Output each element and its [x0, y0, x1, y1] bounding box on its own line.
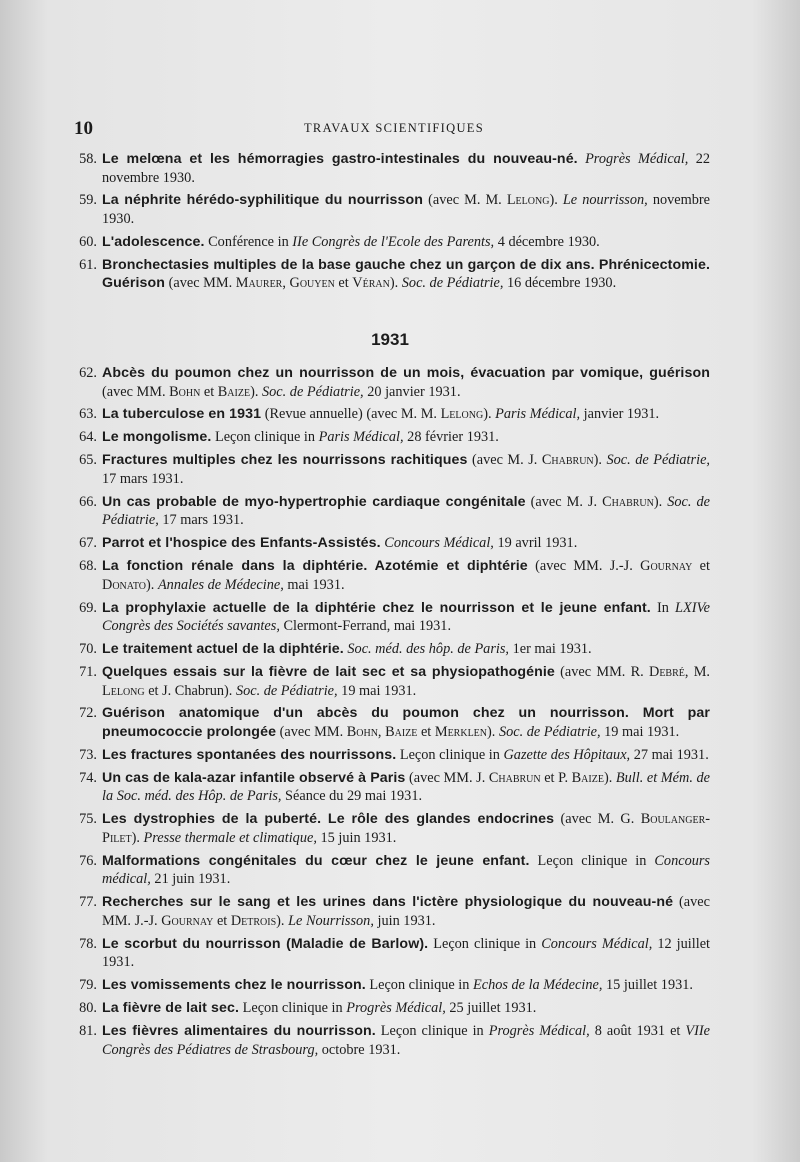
entry-author: Detrois	[230, 912, 277, 929]
page-header	[74, 118, 714, 142]
entry-number: 63.	[79, 406, 97, 423]
entry-title: Les dystrophies de la puberté. Le rôle des glandes endocrines	[102, 811, 555, 828]
entry-source: VIIe Congrès des Pédiatres de Strasbourg,	[102, 1023, 711, 1058]
entry-number: 79.	[79, 977, 97, 994]
entry-text: ).	[146, 576, 158, 593]
entry-date: 8 août 1931 et	[589, 1023, 686, 1040]
entry-title: Recherches sur le sang et les urines dans l'ictère physiologique du nouveau-né	[102, 894, 674, 911]
entry-date: 19 avril 1931.	[493, 535, 578, 552]
entry-title: La fonction rénale dans la diphtérie. Azotémie et diphtérie	[102, 558, 528, 575]
entry-title: La fièvre de lait sec.	[102, 1000, 240, 1017]
entry-date: 28 février 1931.	[403, 429, 499, 446]
entry-text: (avec MM. J.	[405, 769, 489, 786]
list-item	[70, 405, 710, 424]
entry-text: Leçon clinique in	[375, 1023, 489, 1040]
entry-source: Paris Médical,	[495, 406, 581, 423]
entry-date: 25 juillet 1931.	[445, 1000, 537, 1017]
entry-date: Clermont-Ferrand, mai 1931.	[279, 618, 452, 635]
entry-number: 76.	[79, 852, 97, 869]
entry-number: 65.	[79, 452, 97, 469]
entry-text: (avec M. J.	[525, 493, 603, 510]
entry-number: 77.	[79, 894, 97, 911]
list-item	[70, 935, 710, 972]
entry-text: (avec MM.	[276, 724, 347, 741]
entry-source: Soc. de Pédiatrie,	[606, 452, 710, 469]
list-item	[70, 557, 710, 594]
entry-title: Un cas probable de myo-hypertrophie cardiaque congénitale	[102, 493, 526, 510]
entry-text: (avec M. M.	[423, 192, 507, 209]
entry-title: Fractures multiples chez les nourrissons rachitiques	[102, 452, 468, 469]
entry-number: 74.	[79, 769, 97, 786]
entry-date: 27 mai 1931.	[630, 746, 709, 763]
entry-number: 58.	[79, 151, 97, 167]
entry-date: 15 juin 1931.	[316, 829, 397, 846]
list-item	[70, 364, 710, 401]
entry-number: 69.	[79, 599, 97, 616]
entry-number: 80.	[79, 1000, 97, 1017]
entry-date: 15 juillet 1931.	[602, 977, 693, 994]
entry-number: 61.	[79, 256, 97, 273]
entry-author: Bohn	[169, 383, 201, 400]
list-item	[70, 150, 710, 187]
entry-text: Leçon clinique in	[365, 977, 473, 994]
entry-text: (avec MM. J.-J.	[527, 558, 641, 575]
entry-number: 71.	[79, 663, 97, 680]
entry-author: Maurer, Gouyen	[235, 275, 335, 292]
list-item	[70, 746, 710, 765]
entry-text: et	[213, 912, 231, 929]
entry-date: janvier 1931.	[580, 406, 660, 423]
entry-text: , M.	[684, 663, 711, 680]
entry-text: (avec MM. R.	[554, 663, 649, 680]
entry-title: Malformations congénitales du cœur chez le jeune enfant.	[102, 852, 530, 869]
entry-text: (avec M. J.	[467, 452, 542, 469]
entry-title: Les fractures spontanées des nourrissons.	[102, 746, 397, 763]
entry-number: 81.	[79, 1023, 97, 1040]
entry-date: 17 mars 1931.	[158, 512, 244, 529]
entry-date: novembre 1930.	[102, 192, 710, 228]
list-item	[70, 976, 710, 995]
entry-source: Le nourrisson,	[562, 192, 648, 209]
entry-text: Leçon clinique in	[239, 1000, 347, 1017]
entry-number: 70.	[79, 641, 97, 658]
entry-source: Echos de la Médecine,	[473, 977, 603, 994]
entry-source: IIe Congrès de l'Ecole des Parents,	[292, 233, 495, 250]
entry-source: Soc. de Pédiatrie,	[498, 724, 601, 741]
entry-title: La prophylaxie actuelle de la diphtérie chez le nourrisson et le jeune enfant.	[102, 599, 651, 616]
entry-text: et	[692, 558, 710, 575]
entry-text: ).	[389, 275, 402, 292]
entry-author: Lelong	[440, 406, 484, 423]
entry-author: Boulanger-Pilet	[102, 811, 710, 846]
entry-text: (avec MM. J.-J.	[102, 894, 710, 929]
entry-text: et	[334, 275, 353, 292]
entry-author: Donato	[102, 576, 147, 593]
entry-text: (avec MM.	[102, 383, 170, 400]
list-item	[70, 256, 710, 293]
entry-text: Leçon clinique in	[211, 429, 319, 446]
entry-title: L'adolescence.	[102, 233, 205, 250]
entry-text: ).	[603, 769, 616, 786]
entry-source: Progrès Médical,	[488, 1023, 590, 1040]
entry-title: Abcès du poumon chez un nourrisson de un mois, évacuation par vomique, guérison	[102, 365, 710, 381]
entry-text: ).	[483, 406, 496, 423]
entry-number: 78.	[79, 935, 97, 952]
entry-source: Progrès Médical,	[585, 151, 689, 167]
entry-source: Presse thermale et climatique,	[143, 829, 317, 846]
entry-text: et	[200, 383, 218, 400]
entry-title: Les fièvres alimentaires du nourrisson.	[102, 1023, 376, 1040]
entry-date: octobre 1931.	[318, 1041, 401, 1058]
list-item	[70, 999, 710, 1018]
entry-author: Véran	[352, 275, 390, 292]
list-item	[70, 191, 710, 228]
entry-text: Leçon clinique in	[396, 746, 504, 763]
entry-title: La néphrite hérédo-syphilitique du nourrisson	[102, 192, 424, 209]
entry-text: (Revue annuelle) (avec M. M.	[261, 406, 441, 423]
entry-source: Soc. de Pédiatrie,	[262, 383, 364, 400]
entry-number: 64.	[79, 429, 97, 446]
entry-source: Progrès Médical,	[346, 1000, 446, 1017]
year-heading: 1931	[371, 330, 409, 349]
entry-author: Gournay	[161, 912, 214, 929]
entry-date: 16 décembre 1930.	[503, 275, 617, 292]
entry-author: Baize	[571, 769, 604, 786]
entry-source: Le Nourrisson,	[288, 912, 374, 929]
entry-author: Lelong	[506, 192, 550, 209]
entry-source: Concours médical,	[102, 852, 710, 888]
list-item	[70, 1022, 710, 1059]
entry-author: Chabrun	[488, 769, 541, 786]
entry-text: Leçon clinique in	[529, 852, 655, 869]
entry-author: Bohn, Baize	[346, 724, 418, 741]
entry-source: Bull. et Mém. de la Soc. méd. des Hôp. de Paris,	[102, 769, 710, 805]
entry-source: Concours Médical,	[541, 935, 653, 952]
entry-source: Paris Médical,	[318, 429, 404, 446]
entry-number: 73.	[79, 746, 97, 763]
entry-author: Gournay	[640, 558, 693, 575]
list-item	[70, 428, 710, 447]
list-item	[70, 534, 710, 553]
entry-text: Conférence in	[204, 233, 293, 250]
entry-author: Merklen	[434, 724, 488, 741]
entry-text: ).	[131, 829, 144, 846]
list-item	[70, 893, 710, 930]
entry-author: Debré	[649, 663, 685, 680]
entry-text: et	[417, 724, 435, 741]
entry-text: et J. Chabrun).	[144, 682, 236, 699]
entry-text: (avec MM.	[165, 275, 236, 292]
list-item	[70, 599, 710, 636]
entry-number: 67.	[79, 535, 97, 552]
entry-source: Annales de Médecine,	[157, 576, 284, 593]
entry-title: Bronchectasies multiples de la base gauche chez un garçon de dix ans. Phrénicectomie. Guérison	[102, 256, 710, 292]
list-item	[70, 810, 710, 847]
entry-source: Soc. méd. des hôp. de Paris,	[347, 641, 509, 658]
entry-text: ).	[653, 493, 668, 510]
list-item	[70, 769, 710, 806]
entry-text: ).	[276, 912, 289, 929]
entry-text: In	[650, 599, 676, 616]
entry-date: mai 1931.	[283, 576, 345, 593]
entry-text: ).	[487, 724, 499, 741]
entry-title: Guérison anatomique d'un abcès du poumon chez un nourrisson. Mort par pneumococcie prolongée	[102, 705, 710, 741]
entry-title: Un cas de kala-azar infantile observé à Paris	[102, 769, 406, 786]
running-title: TRAVAUX SCIENTIFIQUES	[304, 121, 484, 135]
page-number: 10	[74, 118, 93, 139]
entry-title: Le traitement actuel de la diphtérie.	[102, 641, 344, 658]
entry-date: Séance du 29 mai 1931.	[281, 788, 423, 805]
entry-text: ).	[593, 452, 607, 469]
entry-date: 4 décembre 1930.	[494, 233, 600, 250]
entry-date: 20 janvier 1931.	[363, 383, 461, 400]
entry-source: Soc. de Pédiatrie,	[235, 682, 338, 699]
entry-source: Gazette des Hôpitaux,	[503, 746, 631, 763]
entry-date: 19 mai 1931.	[600, 724, 680, 741]
entry-title: Les vomissements chez le nourrisson.	[102, 977, 366, 994]
entry-number: 66.	[79, 493, 97, 510]
entry-text: (avec M. G.	[554, 811, 641, 828]
entry-title: Le mongolisme.	[102, 429, 212, 446]
entry-date: 17 mars 1931.	[102, 470, 184, 487]
entry-date: 22 novembre 1930.	[102, 151, 711, 186]
entry-number: 60.	[79, 233, 97, 250]
entries-1931	[70, 364, 710, 1064]
entry-number: 68.	[79, 558, 97, 575]
entry-title: Le melœna et les hémorragies gastro-intestinales du nouveau-né.	[102, 151, 578, 167]
entry-number: 62.	[79, 365, 97, 381]
entry-number: 75.	[79, 811, 97, 828]
entry-source: Soc. de Pédiatrie,	[401, 275, 504, 292]
entries-1930	[70, 150, 710, 297]
entry-date: 1er mai 1931.	[509, 641, 592, 658]
entry-source: Concours Médical,	[384, 535, 494, 552]
entry-date: 21 juin 1931.	[150, 871, 231, 888]
entry-text: ).	[549, 192, 563, 209]
entry-author: Chabrun	[541, 452, 594, 469]
entry-number: 72.	[79, 705, 97, 722]
entry-text: et P.	[540, 769, 572, 786]
list-item	[70, 640, 710, 659]
entry-title: Quelques essais sur la fièvre de lait sec et sa physiopathogénie	[102, 663, 555, 680]
entry-text: Leçon clinique in	[428, 935, 542, 952]
list-item	[70, 233, 710, 252]
entry-title: Parrot et l'hospice des Enfants-Assistés.	[102, 535, 381, 552]
entry-author: Lelong	[102, 682, 145, 699]
entry-author: Chabrun	[602, 493, 654, 510]
entry-source: Soc. de Pédiatrie,	[102, 493, 710, 529]
entry-source: LXIVe Congrès des Sociétés savantes,	[102, 599, 710, 635]
entry-date: 12 juillet 1931.	[102, 935, 711, 971]
entry-date: 19 mai 1931.	[337, 682, 417, 699]
entry-text	[578, 151, 585, 167]
list-item	[70, 704, 710, 741]
entry-title: Le scorbut du nourrisson (Maladie de Barlow).	[102, 935, 429, 952]
list-item	[70, 451, 710, 488]
entry-title: La tuberculose en 1931	[102, 406, 262, 423]
entry-author: Baize	[217, 383, 251, 400]
entry-date: juin 1931.	[373, 912, 436, 929]
entry-text: ).	[250, 383, 262, 400]
list-item	[70, 663, 710, 700]
entry-number: 59.	[79, 192, 97, 209]
list-item	[70, 852, 710, 889]
list-item	[70, 493, 710, 530]
